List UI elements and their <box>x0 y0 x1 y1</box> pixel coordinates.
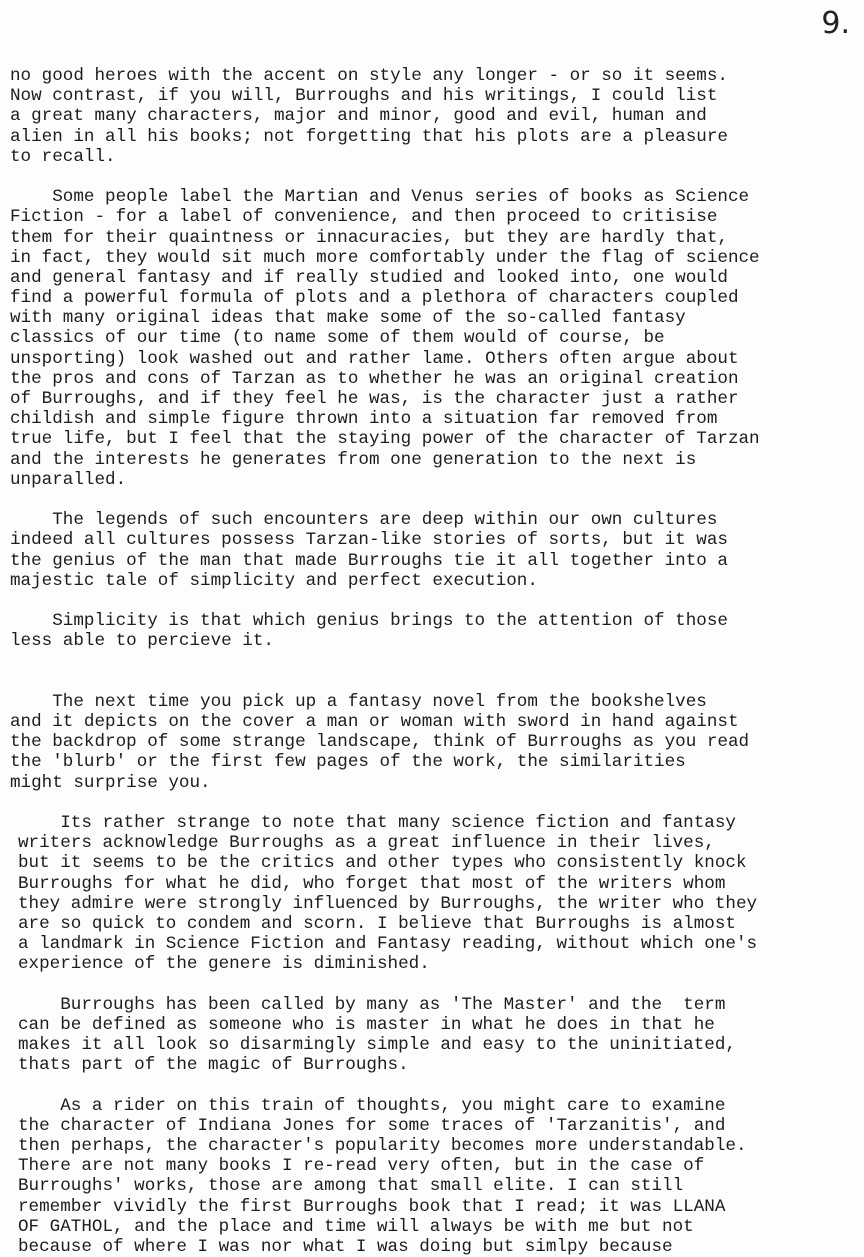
text-line: Some people label the Martian and Venus series of books as Science <box>10 187 750 208</box>
text-line: remember vividly the first Burroughs book that I read; it was LLANA <box>18 1196 726 1217</box>
body-text <box>10 66 862 1257</box>
text-line: then perhaps, the character's popularity becomes more understandable. <box>18 1135 747 1156</box>
page-number: 9. <box>821 6 850 41</box>
paragraph-gap <box>10 591 862 611</box>
text-line: classics of our time (to name some of them would of course, be <box>10 328 665 349</box>
text-line: The next time you pick up a fantasy novel from the bookshelves <box>10 691 707 712</box>
text-line: Burroughs has been called by many as 'The Master' and the term <box>18 994 726 1015</box>
text-line: less able to percieve it. <box>10 631 274 652</box>
text-line: childish and simple figure thrown into a situation far removed from <box>10 409 718 430</box>
text-line: find a powerful formula of plots and a plethora of characters coupled <box>10 288 739 309</box>
text-line: Burroughs' works, those are among that small elite. I can still <box>18 1176 684 1197</box>
text-line: experience of the genere is diminished. <box>18 954 430 975</box>
text-line: makes it all look so disarmingly simple and easy to the uninitiated, <box>18 1035 736 1056</box>
text-line: Simplicity is that which genius brings to the attention of those <box>10 611 728 632</box>
paragraph-6 <box>10 813 862 975</box>
text-line: in fact, they would sit much more comfortably under the flag of science <box>10 247 760 268</box>
paragraph-gap <box>10 974 862 994</box>
paragraph-gap <box>10 793 862 813</box>
text-line: thats part of the magic of Burroughs. <box>18 1055 409 1076</box>
text-line: but it seems to be the critics and other types who consistently knock <box>18 853 747 874</box>
text-line: and the interests he generates from one generation to the next is <box>10 449 697 470</box>
text-line: the backdrop of some strange landscape, think of Burroughs as you read <box>10 732 750 753</box>
text-line: the pros and cons of Tarzan as to whether he was an original creation <box>10 368 739 389</box>
text-line: they admire were strongly influenced by Burroughs, the writer who they <box>18 893 758 914</box>
text-line: true life, but I feel that the staying power of the character of Tarzan <box>10 429 760 450</box>
text-line: and it depicts on the cover a man or woman with sword in hand against <box>10 712 739 733</box>
text-line: a great many characters, major and minor, good and evil, human and <box>10 106 707 127</box>
text-line: majestic tale of simplicity and perfect execution. <box>10 570 538 591</box>
text-line: The legends of such encounters are deep within our own cultures <box>10 510 718 531</box>
paragraph-gap <box>10 1075 862 1095</box>
paragraph-2 <box>10 187 862 490</box>
paragraph-gap <box>10 167 862 187</box>
paragraph-1 <box>10 66 862 167</box>
paragraph-3 <box>10 510 862 591</box>
text-line: and general fantasy and if really studied and looked into, one would <box>10 267 728 288</box>
text-line: can be defined as someone who is master in what he does in that he <box>18 1014 715 1035</box>
section-gap <box>10 651 862 691</box>
text-line: writers acknowledge Burroughs as a great influence in their lives, <box>18 833 715 854</box>
text-line: might surprise you. <box>10 772 211 793</box>
text-line: alien in all his books; not forgetting that his plots are a pleasure <box>10 126 728 147</box>
text-line: Fiction - for a label of convenience, and then proceed to critisise <box>10 207 718 228</box>
paragraph-8 <box>10 1096 862 1257</box>
text-line: unparalled. <box>10 469 127 490</box>
text-line: There are not many books I re-read very often, but in the case of <box>18 1156 705 1177</box>
text-line: are so quick to condem and scorn. I believe that Burroughs is almost <box>18 913 736 934</box>
text-line: As a rider on this train of thoughts, you might care to examine <box>18 1095 726 1116</box>
text-line: because of where I was nor what I was doing but simlpy because <box>18 1236 673 1257</box>
text-line: indeed all cultures possess Tarzan-like stories of sorts, but it was <box>10 530 728 551</box>
text-line: the character of Indiana Jones for some traces of 'Tarzanitis', and <box>18 1115 726 1136</box>
text-line: OF GATHOL, and the place and time will always be with me but not <box>18 1216 694 1237</box>
text-line: Burroughs for what he did, who forget that most of the writers whom <box>18 873 726 894</box>
text-line: them for their quaintness or innacuracies, but they are hardly that, <box>10 227 728 248</box>
text-line: unsporting) look washed out and rather lame. Others often argue about <box>10 348 739 369</box>
text-line: Now contrast, if you will, Burroughs and his writings, I could list <box>10 86 718 107</box>
text-line: Its rather strange to note that many science fiction and fantasy <box>18 812 736 833</box>
text-line: the 'blurb' or the first few pages of the work, the similarities <box>10 752 686 773</box>
text-line: to recall. <box>10 146 116 167</box>
text-line: the genius of the man that made Burroughs tie it all together into a <box>10 550 728 571</box>
text-line: of Burroughs, and if they feel he was, is the character just a rather <box>10 389 739 409</box>
paragraph-4 <box>10 611 862 651</box>
text-line: a landmark in Science Fiction and Fantasy reading, without which one's <box>18 934 758 955</box>
paragraph-7 <box>10 995 862 1076</box>
text-line: with many original ideas that make some of the so-called fantasy <box>10 308 686 329</box>
paragraph-gap <box>10 490 862 510</box>
text-line: no good heroes with the accent on style any longer - or so it seems. <box>10 66 728 86</box>
paragraph-5 <box>10 692 862 793</box>
